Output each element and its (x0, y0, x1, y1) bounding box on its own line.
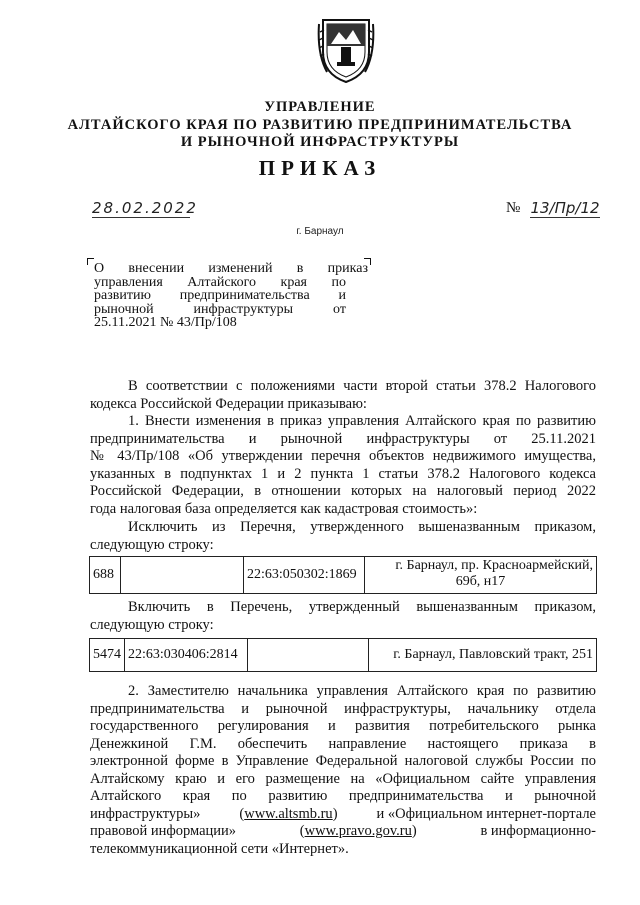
text-line: 1. Внести изменения в приказ управления Алтайского края по развитию (128, 413, 596, 429)
text-line: следующую строку: (90, 536, 214, 553)
text-line: 2. Заместителю начальника управления Алтайского края по развитию (128, 683, 596, 699)
coat-of-arms-emblem (317, 14, 375, 84)
text-line: государственного регулирования и развития потребительского рынка (90, 718, 596, 734)
subject-line: развитию предпринимательства и (94, 288, 346, 303)
text-line: электронной форме в Управление Федеральной налоговой службы России по (90, 753, 596, 769)
text-line: Алтайского края по развитию предпринимательства и рыночной (90, 788, 596, 804)
subject-line: управления Алтайского края по (94, 274, 346, 290)
table-row (90, 557, 597, 594)
text-line: указанных в подпунктах 1 и 2 пункта 1 статьи 378.2 Налогового кодекса (90, 465, 596, 482)
header-line-1: УПРАВЛЕНИЕ (264, 99, 376, 115)
header-line-2: АЛТАЙСКОГО КРАЯ ПО РАЗВИТИЮ ПРЕДПРИНИМАТЕЛЬСТВА (67, 117, 573, 133)
text-line: следующую строку: (90, 616, 214, 633)
address-cell: г. Барнаул, Павловский тракт, 251 (369, 639, 597, 672)
text-line: Алтайскому краю и его размещение на «Официальном сайте управления (90, 770, 596, 787)
altsmb-link[interactable]: www.altsmb.ru (244, 805, 333, 822)
text-line: предпринимательства и рыночной инфраструктуры от 25.11.2021 (90, 430, 596, 447)
paragraph-preamble (90, 378, 596, 413)
text-fragment: правовой информации» (90, 823, 237, 839)
order-number: 13/Пр/12 (530, 199, 600, 217)
address-cell (365, 557, 597, 594)
document-type-title: ПРИКАЗ (258, 156, 382, 180)
paragraph-item-2 (90, 683, 596, 858)
subject-corner-left (87, 258, 94, 265)
subject-line: рыночной инфраструктуры от (94, 301, 346, 317)
header-line-3: И РЫНОЧНОЙ ИНФРАСТРУКТУРЫ (180, 134, 460, 150)
include-table (89, 638, 597, 672)
text-line: Российской Федерации, в отношении которых на налоговый период 2022 (90, 483, 596, 499)
paragraph-exclude (90, 519, 596, 554)
address-line: г. Барнаул, пр. Красноармейский, (395, 558, 593, 573)
pravo-link[interactable]: www.pravo.gov.ru (304, 823, 412, 839)
exclude-table (89, 556, 597, 594)
text-line: инфраструктуры» (www.altsmb.ru) и «Официальном интернет-портале (90, 805, 596, 822)
table-row (90, 639, 597, 672)
text-line: Включить в Перечень, утвержденный вышеназванным приказом, (128, 599, 596, 615)
row-number: 5474 (90, 639, 125, 672)
text-line: телекоммуникационной сети «Интернет». (90, 840, 349, 857)
text-line: правовой информации» (www.pravo.gov.ru) в информационно- (90, 823, 596, 839)
empty-cell (248, 639, 369, 672)
text-line: № 43/Пр/108 «Об утверждении перечня объектов недвижимого имущества, (90, 448, 596, 464)
subject-line: О внесении изменений в приказ (94, 261, 368, 276)
text-fragment: в информационно- (480, 823, 596, 839)
cadastral-number: 22:63:050302:1869 (244, 557, 365, 594)
order-date: 28.02.2022 (92, 199, 198, 217)
text-line: Исключить из Перечня, утвержденного вышеназванным приказом, (128, 519, 596, 535)
text-line: года налоговая база определяется как кадастровая стоимость»: (90, 500, 478, 517)
text-line: Денежкиной Г.М. обеспечить направление настоящего приказа в (90, 735, 596, 752)
text-line: В соответствии с положениями части второй статьи 378.2 Налогового (128, 378, 596, 394)
text-line: предпринимательства и рыночной инфраструктуры, начальнику отдела (90, 700, 596, 717)
paragraph-item-1 (90, 413, 596, 518)
paragraph-include (90, 599, 596, 634)
number-sign: № (506, 200, 521, 216)
empty-cell (121, 557, 244, 594)
text-fragment: и «Официальном интернет-портале (376, 805, 596, 822)
text-line: кодекса Российской Федерации приказываю: (90, 395, 367, 412)
city: г. Барнаул (296, 226, 344, 237)
order-subject (94, 262, 368, 330)
cadastral-number: 22:63:030406:2814 (125, 639, 248, 672)
subject-line: 25.11.2021 № 43/Пр/108 (94, 315, 237, 330)
text-fragment: инфраструктуры» (90, 805, 201, 822)
address-line: 69б, н17 (455, 574, 506, 589)
row-number: 688 (90, 557, 121, 594)
